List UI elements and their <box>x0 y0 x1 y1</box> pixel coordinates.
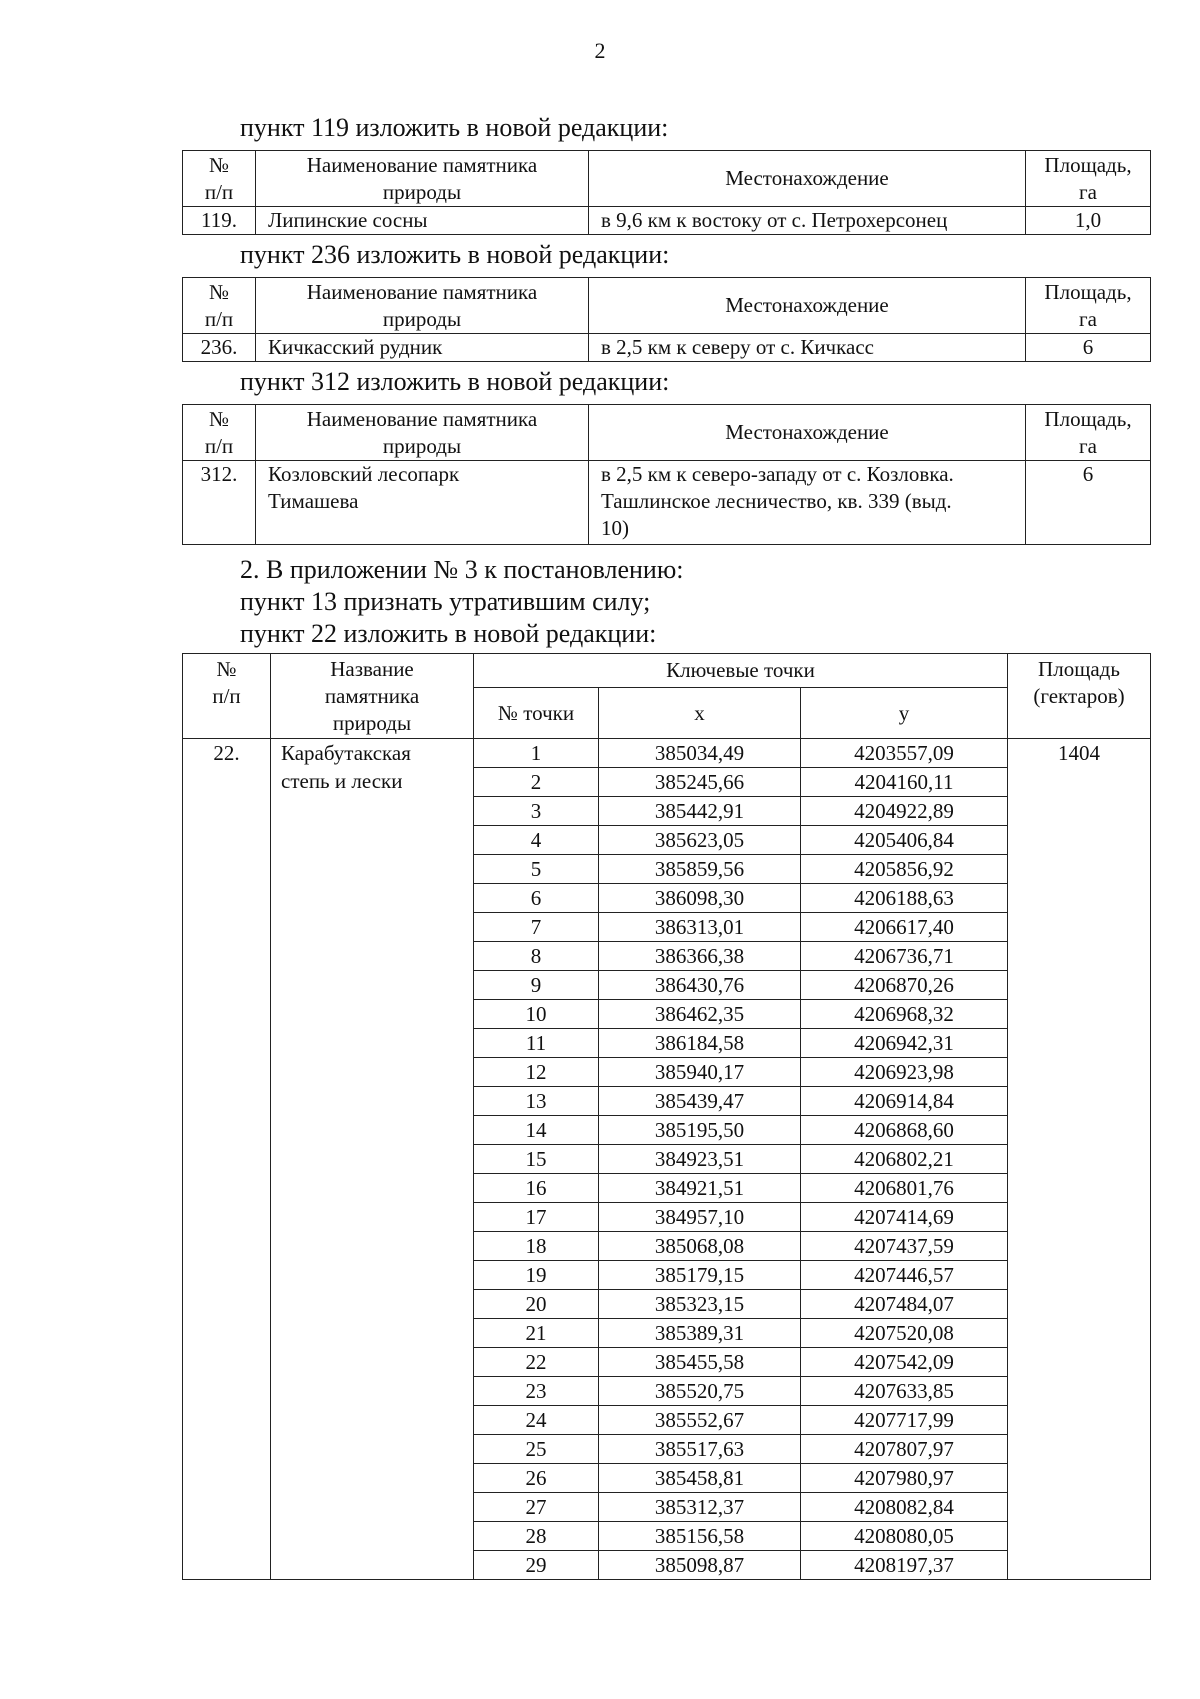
heading-312: пункт 312 изложить в новой редакции: <box>240 367 670 396</box>
point-y: 4206617,40 <box>801 913 1008 942</box>
point-x: 385940,17 <box>599 1058 801 1087</box>
header-location: Местонахождение <box>589 405 1026 461</box>
point-y: 4206736,71 <box>801 942 1008 971</box>
point-number: 20 <box>474 1290 599 1319</box>
point-number: 12 <box>474 1058 599 1087</box>
row-area: 6 <box>1026 334 1151 362</box>
point-x: 386430,76 <box>599 971 801 1000</box>
point-number: 11 <box>474 1029 599 1058</box>
row-area: 6 <box>1026 461 1151 545</box>
point-number: 1 <box>474 739 599 768</box>
header-name: Наименование памятника природы <box>256 405 589 461</box>
header-name: Наименование памятника природы <box>256 278 589 334</box>
point-number: 21 <box>474 1319 599 1348</box>
point-x: 384921,51 <box>599 1174 801 1203</box>
point-number: 28 <box>474 1522 599 1551</box>
point-y: 4207437,59 <box>801 1232 1008 1261</box>
table-236 <box>182 277 1151 362</box>
point-number: 15 <box>474 1145 599 1174</box>
header-x: x <box>599 688 801 739</box>
point-x: 385439,47 <box>599 1087 801 1116</box>
point-number: 25 <box>474 1435 599 1464</box>
point-number: 26 <box>474 1464 599 1493</box>
point-x: 385389,31 <box>599 1319 801 1348</box>
point-x: 385034,49 <box>599 739 801 768</box>
point-y: 4207414,69 <box>801 1203 1008 1232</box>
point-x: 385179,15 <box>599 1261 801 1290</box>
heading-119: пункт 119 изложить в новой редакции: <box>240 113 669 142</box>
header-area: Площадь, га <box>1026 151 1151 207</box>
point-y: 4206923,98 <box>801 1058 1008 1087</box>
point-y: 4207520,08 <box>801 1319 1008 1348</box>
header-name: Название памятника природы <box>271 654 474 739</box>
point-y: 4207980,97 <box>801 1464 1008 1493</box>
point-number: 8 <box>474 942 599 971</box>
header-num: № п/п <box>183 405 256 461</box>
header-point-no: № точки <box>474 688 599 739</box>
header-area: Площадь (гектаров) <box>1008 654 1151 739</box>
point-y: 4208197,37 <box>801 1551 1008 1580</box>
point-y: 4206968,32 <box>801 1000 1008 1029</box>
header-num: № п/п <box>183 151 256 207</box>
point-x: 386098,30 <box>599 884 801 913</box>
point-number: 4 <box>474 826 599 855</box>
page-number: 2 <box>594 38 606 63</box>
entry-num: 22. <box>183 739 271 1580</box>
point-number: 22 <box>474 1348 599 1377</box>
point-y: 4204922,89 <box>801 797 1008 826</box>
point-y: 4207633,85 <box>801 1377 1008 1406</box>
point-y: 4204160,11 <box>801 768 1008 797</box>
row-num: 312. <box>183 461 256 545</box>
row-location: в 2,5 км к северу от с. Кичкасс <box>589 334 1026 362</box>
point-x: 385517,63 <box>599 1435 801 1464</box>
point-number: 29 <box>474 1551 599 1580</box>
point-x: 385098,87 <box>599 1551 801 1580</box>
point-number: 16 <box>474 1174 599 1203</box>
point-y: 4207446,57 <box>801 1261 1008 1290</box>
header-num: № п/п <box>183 654 271 739</box>
point-y: 4206870,26 <box>801 971 1008 1000</box>
point-number: 7 <box>474 913 599 942</box>
point-x: 385323,15 <box>599 1290 801 1319</box>
point-number: 18 <box>474 1232 599 1261</box>
point-x: 386462,35 <box>599 1000 801 1029</box>
header-location: Местонахождение <box>589 278 1026 334</box>
row-num: 119. <box>183 207 256 235</box>
point-number: 23 <box>474 1377 599 1406</box>
point-x: 385195,50 <box>599 1116 801 1145</box>
point-number: 3 <box>474 797 599 826</box>
point-number: 27 <box>474 1493 599 1522</box>
point-y: 4206868,60 <box>801 1116 1008 1145</box>
point-x: 386366,38 <box>599 942 801 971</box>
header-name: Наименование памятника природы <box>256 151 589 207</box>
point-y: 4207542,09 <box>801 1348 1008 1377</box>
point-x: 385520,75 <box>599 1377 801 1406</box>
point-x: 386184,58 <box>599 1029 801 1058</box>
point-y: 4205406,84 <box>801 826 1008 855</box>
point-number: 2 <box>474 768 599 797</box>
point-number: 19 <box>474 1261 599 1290</box>
point-x: 385859,56 <box>599 855 801 884</box>
point-row <box>183 739 1151 768</box>
point-number: 14 <box>474 1116 599 1145</box>
table-312 <box>182 404 1151 545</box>
row-name: Липинские сосны <box>256 207 589 235</box>
header-area: Площадь, га <box>1026 405 1151 461</box>
point-y: 4206942,31 <box>801 1029 1008 1058</box>
point-y: 4208082,84 <box>801 1493 1008 1522</box>
point-number: 13 <box>474 1087 599 1116</box>
row-area: 1,0 <box>1026 207 1151 235</box>
point-x: 385156,58 <box>599 1522 801 1551</box>
point-y: 4206801,76 <box>801 1174 1008 1203</box>
point-x: 384957,10 <box>599 1203 801 1232</box>
row-name: Козловский лесопарк Тимашева <box>256 461 589 545</box>
point-y: 4207807,97 <box>801 1435 1008 1464</box>
points-body <box>183 739 1151 1580</box>
point-number: 9 <box>474 971 599 1000</box>
row-name: Кичкасский рудник <box>256 334 589 362</box>
paragraph-item22: пункт 22 изложить в новой редакции: <box>240 619 657 648</box>
point-x: 385455,58 <box>599 1348 801 1377</box>
point-y: 4208080,05 <box>801 1522 1008 1551</box>
point-x: 385458,81 <box>599 1464 801 1493</box>
point-x: 385245,66 <box>599 768 801 797</box>
header-y: y <box>801 688 1008 739</box>
entry-area: 1404 <box>1008 739 1151 1580</box>
table-22 <box>182 653 1151 1580</box>
point-number: 6 <box>474 884 599 913</box>
paragraph-appendix: 2. В приложении № 3 к постановлению: <box>240 555 684 584</box>
header-key-points: Ключевые точки <box>474 654 1008 688</box>
table-119 <box>182 150 1151 235</box>
point-y: 4206188,63 <box>801 884 1008 913</box>
row-num: 236. <box>183 334 256 362</box>
point-x: 385552,67 <box>599 1406 801 1435</box>
point-y: 4203557,09 <box>801 739 1008 768</box>
point-x: 385068,08 <box>599 1232 801 1261</box>
point-number: 10 <box>474 1000 599 1029</box>
point-y: 4205856,92 <box>801 855 1008 884</box>
point-y: 4207717,99 <box>801 1406 1008 1435</box>
point-x: 385623,05 <box>599 826 801 855</box>
point-x: 386313,01 <box>599 913 801 942</box>
entry-name: Карабутакская степь и лески <box>271 739 474 1580</box>
point-y: 4206802,21 <box>801 1145 1008 1174</box>
row-location: в 9,6 км к востоку от с. Петрохерсонец <box>589 207 1026 235</box>
heading-236: пункт 236 изложить в новой редакции: <box>240 240 670 269</box>
point-x: 384923,51 <box>599 1145 801 1174</box>
row-location: в 2,5 км к северо-западу от с. Козловка. Ташлинское лесничество, кв. 339 (выд. 10) <box>589 461 1026 545</box>
header-location: Местонахождение <box>589 151 1026 207</box>
point-x: 385312,37 <box>599 1493 801 1522</box>
point-number: 17 <box>474 1203 599 1232</box>
header-num: № п/п <box>183 278 256 334</box>
point-y: 4206914,84 <box>801 1087 1008 1116</box>
header-area: Площадь, га <box>1026 278 1151 334</box>
point-number: 5 <box>474 855 599 884</box>
point-y: 4207484,07 <box>801 1290 1008 1319</box>
point-x: 385442,91 <box>599 797 801 826</box>
point-number: 24 <box>474 1406 599 1435</box>
paragraph-item13: пункт 13 признать утратившим силу; <box>240 587 651 616</box>
